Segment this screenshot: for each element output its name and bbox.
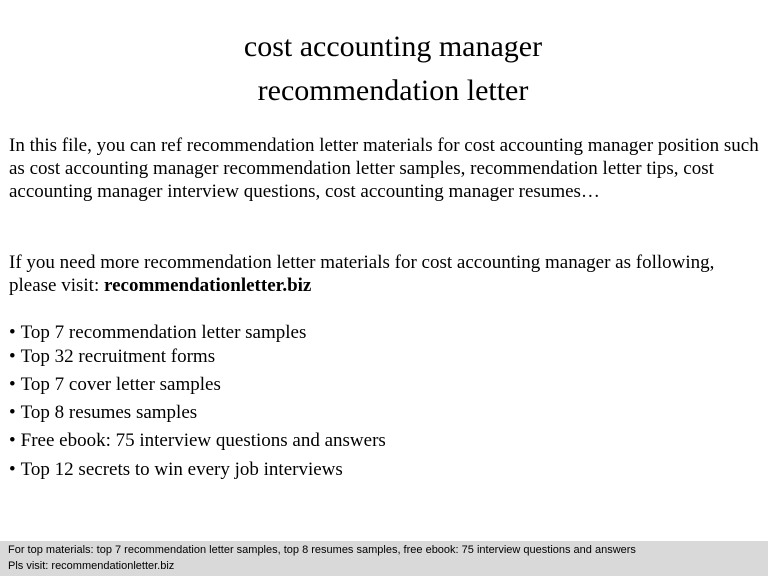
page-subtitle: recommendation letter xyxy=(257,74,529,107)
list-item[interactable] xyxy=(9,458,343,481)
list-item-label: Top 7 recommendation letter samples xyxy=(20,322,307,343)
footer-visit xyxy=(8,559,174,573)
list-item[interactable] xyxy=(9,345,215,368)
list-item-label: Free ebook: 75 interview questions and answers xyxy=(20,430,386,451)
list-item[interactable] xyxy=(9,429,386,452)
footer-link[interactable]: recommendationletter.biz xyxy=(51,560,175,572)
page-title: cost accounting manager xyxy=(243,30,543,63)
list-item[interactable] xyxy=(9,373,221,396)
bullet-icon: • xyxy=(9,322,16,343)
bullet-icon: • xyxy=(9,374,16,395)
list-item[interactable] xyxy=(9,401,197,424)
list-item[interactable] xyxy=(9,321,306,344)
footer-visit-label: Pls visit: xyxy=(8,560,52,572)
website-link[interactable]: recommendationletter.biz xyxy=(103,275,312,296)
intro-paragraph: In this file, you can ref recommendation letter materials for cost accounting manager position such as cost accounting manager recommendation letter samples, recommendation letter tips, cost accounting manager interview questions, cost accounting manager resumes… xyxy=(9,135,759,202)
bullet-icon: • xyxy=(9,346,16,367)
list-item-label: Top 8 resumes samples xyxy=(20,402,198,423)
visit-text: If you need more recommendation letter materials for cost accounting manager as following, please visit: xyxy=(9,252,715,296)
footer-text: For top materials: top 7 recommendation letter samples, top 8 resumes samples, free ebook: 75 interview questions and answers xyxy=(8,544,636,556)
bullet-icon: • xyxy=(9,459,16,480)
footer-bar xyxy=(0,541,768,576)
list-item-label: Top 32 recruitment forms xyxy=(20,346,216,367)
list-item-label: Top 7 cover letter samples xyxy=(20,374,221,395)
visit-paragraph xyxy=(9,251,759,297)
list-item-label: Top 12 secrets to win every job interviews xyxy=(20,459,343,480)
bullet-icon: • xyxy=(9,402,16,423)
bullet-icon: • xyxy=(9,430,16,451)
